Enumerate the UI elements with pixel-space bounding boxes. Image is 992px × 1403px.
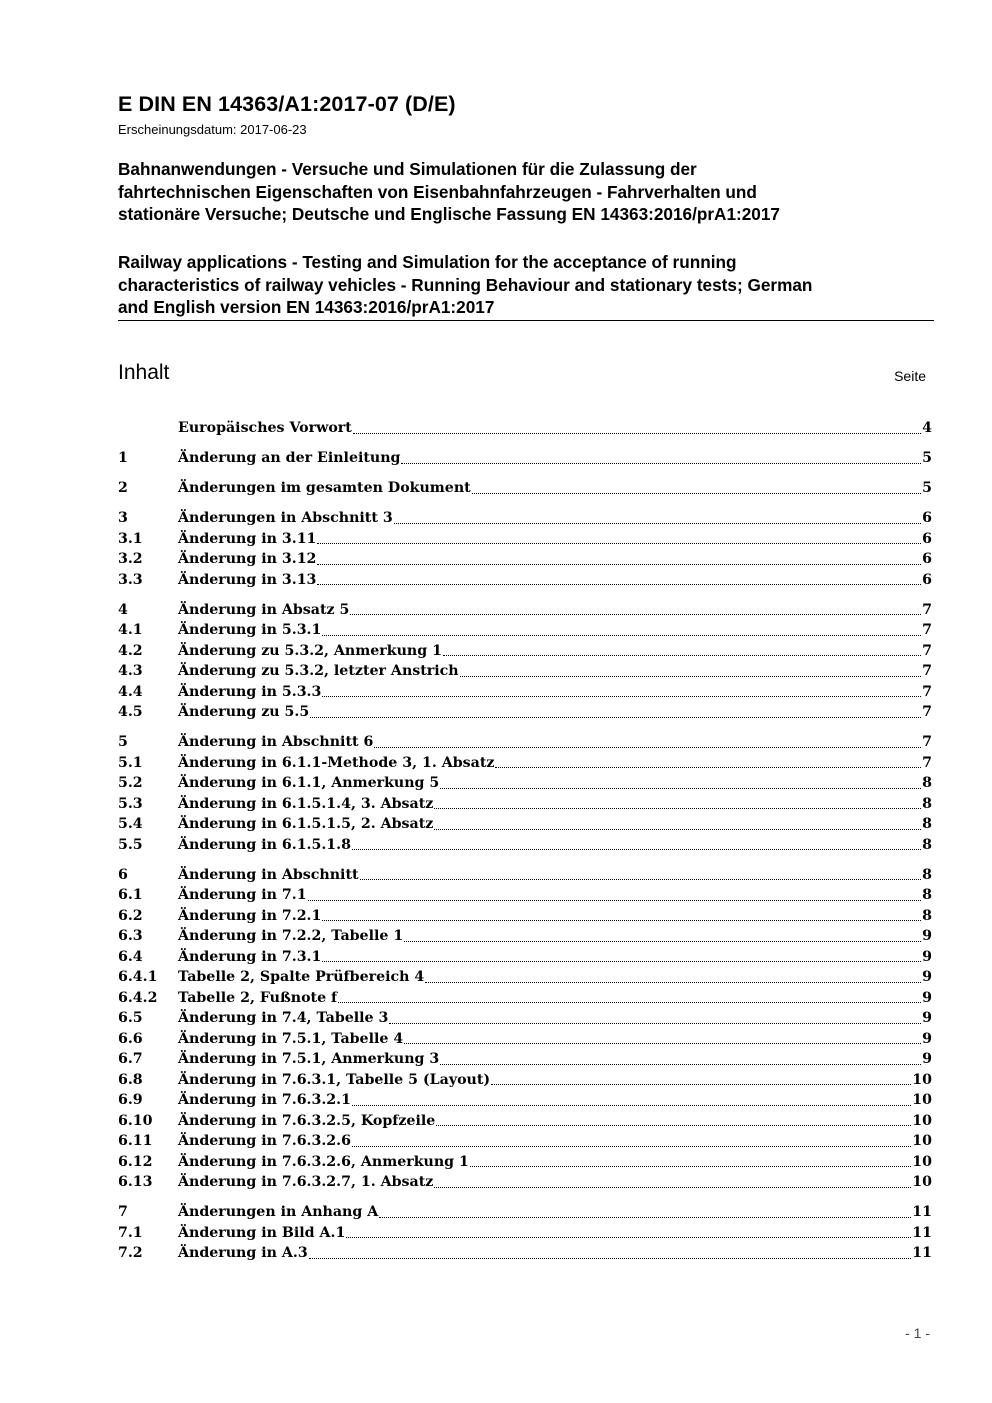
toc-entry-title: Änderung in 7.5.1, Tabelle 4 [178, 1030, 404, 1047]
toc-dot-leader [338, 1002, 921, 1003]
toc-dot-leader [389, 1023, 921, 1024]
toc-entry[interactable] [118, 641, 932, 662]
toc-entry-page: 5 [922, 480, 932, 496]
toc-entry[interactable] [118, 478, 932, 499]
toc-entry-number: 6.4.1 [118, 969, 158, 985]
toc-entry-title: Änderungen im gesamten Dokument [178, 480, 471, 496]
toc-entry[interactable] [118, 1243, 932, 1264]
toc-entry-page: 11 [912, 1224, 932, 1241]
english-title-line: characteristics of railway vehicles - Running Behaviour and stationary tests; German [118, 274, 813, 295]
toc-entry-page: 9 [922, 969, 932, 985]
toc-entry[interactable] [118, 661, 932, 682]
toc-entry[interactable] [118, 1008, 932, 1029]
toc-entry-page: 10 [912, 1133, 932, 1149]
toc-entry-title: Änderung an der Einleitung [178, 450, 401, 466]
toc-entry-page: 9 [922, 989, 932, 1006]
toc-entry-title: Änderung in 7.5.1, Anmerkung 3 [178, 1051, 440, 1067]
toc-entry[interactable] [118, 885, 932, 906]
toc-entry[interactable] [118, 967, 932, 988]
toc-entry-number: 5.4 [118, 816, 143, 832]
toc-entry-title: Änderung in 3.13 [178, 571, 317, 588]
toc-entry[interactable] [118, 988, 932, 1009]
toc-entry[interactable] [118, 570, 932, 591]
toc-entry-title: Änderung in Absatz 5 [178, 601, 350, 618]
toc-entry-page: 9 [922, 948, 932, 965]
toc-dot-leader [434, 829, 921, 830]
toc-dot-leader [374, 747, 921, 748]
toc-dot-leader [322, 696, 921, 697]
title-divider [118, 320, 934, 321]
table-of-contents [118, 418, 932, 1264]
toc-entry-page: 7 [922, 704, 932, 720]
toc-dot-leader [322, 635, 921, 636]
toc-entry-title: Änderung in 7.2.1 [178, 907, 322, 924]
toc-entry-number: 6.10 [118, 1112, 153, 1129]
toc-entry[interactable] [118, 508, 932, 529]
toc-entry[interactable] [118, 1029, 932, 1050]
toc-entry-page: 7 [922, 683, 932, 700]
toc-entry-number: 6.2 [118, 907, 143, 924]
toc-entry-page: 7 [922, 734, 932, 750]
toc-entry[interactable] [118, 1131, 932, 1152]
toc-dot-leader [394, 523, 921, 524]
toc-dot-leader [404, 1043, 921, 1044]
toc-entry[interactable] [118, 1223, 932, 1244]
toc-entry-title: Änderung in 7.6.3.2.5, Kopfzeile [178, 1112, 436, 1129]
toc-dot-leader [436, 1125, 911, 1126]
toc-dot-leader [352, 849, 921, 850]
toc-entry-page: 8 [922, 887, 932, 903]
toc-dot-leader [317, 584, 921, 585]
toc-entry[interactable] [118, 448, 932, 469]
toc-entry-title: Änderung in 7.6.3.2.7, 1. Absatz [178, 1174, 434, 1190]
toc-entry-page: 7 [922, 754, 932, 771]
toc-entry[interactable] [118, 600, 932, 621]
toc-entry-page: 7 [922, 622, 932, 638]
toc-entry-number: 5.3 [118, 795, 143, 812]
toc-entry[interactable] [118, 926, 932, 947]
toc-dot-leader [491, 1084, 911, 1085]
toc-entry-title: Änderung in 7.6.3.2.1 [178, 1092, 351, 1108]
toc-entry[interactable] [118, 732, 932, 753]
toc-entry-number: 6.9 [118, 1092, 143, 1108]
toc-entry-number: 6.1 [118, 887, 143, 903]
toc-entry-page: 11 [912, 1204, 932, 1220]
toc-entry[interactable] [118, 1111, 932, 1132]
toc-entry[interactable] [118, 753, 932, 774]
publication-date: Erscheinungsdatum: 2017-06-23 [118, 122, 307, 137]
toc-entry[interactable] [118, 835, 932, 856]
toc-entry-number: 6.4.2 [118, 989, 158, 1006]
toc-entry-number: 6.3 [118, 928, 143, 944]
toc-entry[interactable] [118, 682, 932, 703]
toc-entry-title: Änderung in Abschnitt 6 [178, 734, 374, 750]
toc-entry-title: Änderung in 7.6.3.1, Tabelle 5 (Layout) [178, 1071, 491, 1088]
toc-entry-title: Änderung in 7.3.1 [178, 948, 322, 965]
toc-entry-title: Änderung in 7.6.3.2.6, Anmerkung 1 [178, 1153, 469, 1170]
toc-entry-page: 8 [922, 836, 932, 853]
toc-entry-number: 6.4 [118, 948, 143, 965]
toc-dot-leader [352, 1105, 911, 1106]
toc-dot-leader [352, 1146, 911, 1147]
toc-entry[interactable] [118, 947, 932, 968]
toc-entry-number: 4.5 [118, 704, 143, 720]
toc-entry-title: Änderung in 5.3.1 [178, 622, 322, 638]
toc-entry-number: 6.13 [118, 1174, 153, 1190]
toc-entry-page: 8 [922, 907, 932, 924]
english-title-line: Railway applications - Testing and Simulation for the acceptance of running [118, 252, 737, 272]
toc-entry[interactable] [118, 418, 932, 439]
toc-dot-leader [440, 1064, 921, 1065]
english-title-line: and English version EN 14363:2016/prA1:2017 [118, 297, 495, 317]
toc-dot-leader [472, 493, 921, 494]
toc-entry-title: Änderung in 6.1.5.1.4, 3. Absatz [178, 795, 434, 812]
toc-entry-title: Änderung zu 5.3.2, letzter Anstrich [178, 663, 459, 679]
toc-heading: Inhalt [118, 361, 170, 384]
toc-entry-number: 2 [118, 480, 128, 496]
document-title: E DIN EN 14363/A1:2017-07 (D/E) [118, 92, 456, 116]
toc-dot-leader [310, 717, 921, 718]
toc-entry[interactable] [118, 906, 932, 927]
toc-entry-number: 4.1 [118, 622, 143, 638]
toc-entry-page: 9 [922, 928, 932, 944]
toc-entry-page: 4 [922, 420, 932, 436]
german-title-line: stationäre Versuche; Deutsche und Englische Fassung EN 14363:2016/prA1:2017 [118, 204, 780, 224]
toc-entry-title: Änderung in A.3 [178, 1245, 308, 1261]
toc-entry[interactable] [118, 1090, 932, 1111]
toc-entry-number: 5.1 [118, 754, 143, 771]
toc-dot-leader [404, 941, 921, 942]
toc-entry[interactable] [118, 1070, 932, 1091]
toc-entry-title: Änderung in Bild A.1 [178, 1224, 346, 1241]
toc-entry-page: 6 [922, 571, 932, 588]
toc-dot-leader [470, 1166, 911, 1167]
english-title [118, 251, 938, 319]
toc-entry-page: 10 [912, 1092, 932, 1108]
toc-entry-page: 7 [922, 642, 932, 659]
toc-entry-title: Änderung zu 5.5 [178, 704, 310, 720]
toc-entry[interactable] [118, 794, 932, 815]
toc-entry-title: Änderung in 6.1.1-Methode 3, 1. Absatz [178, 754, 495, 771]
toc-entry[interactable] [118, 773, 932, 794]
toc-entry-number: 7.1 [118, 1224, 143, 1241]
toc-entry-title: Änderung in 6.1.5.1.5, 2. Absatz [178, 816, 434, 832]
toc-dot-leader [317, 564, 921, 565]
toc-entry-page: 10 [912, 1153, 932, 1170]
toc-entry-number: 3.2 [118, 551, 143, 567]
toc-entry-title: Änderung in 7.1 [178, 887, 307, 903]
toc-entry-number: 7 [118, 1204, 128, 1220]
toc-entry[interactable] [118, 529, 932, 550]
toc-entry-number: 6.7 [118, 1051, 143, 1067]
toc-dot-leader [346, 1237, 911, 1238]
toc-entry[interactable] [118, 814, 932, 835]
german-title-line: fahrtechnischen Eigenschaften von Eisenbahnfahrzeugen - Fahrverhalten und [118, 181, 757, 202]
toc-entry-page: 6 [922, 530, 932, 547]
toc-entry-page: 9 [922, 1051, 932, 1067]
toc-entry-number: 3 [118, 510, 128, 526]
toc-entry-page: 6 [922, 551, 932, 567]
toc-entry[interactable] [118, 865, 932, 886]
toc-entry-page: 11 [912, 1245, 932, 1261]
toc-entry[interactable] [118, 1152, 932, 1173]
toc-entry-page: 8 [922, 816, 932, 832]
toc-entry-page: 7 [922, 663, 932, 679]
toc-entry-number: 5.2 [118, 775, 143, 791]
toc-dot-leader [350, 614, 921, 615]
toc-entry-title: Änderung in 3.12 [178, 551, 317, 567]
toc-entry-page: 10 [912, 1174, 932, 1190]
toc-entry-title: Änderung in 7.4, Tabelle 3 [178, 1010, 389, 1026]
toc-entry-number: 7.2 [118, 1245, 143, 1261]
toc-entry-number: 1 [118, 450, 128, 466]
toc-entry[interactable] [118, 702, 932, 723]
toc-entry[interactable] [118, 1049, 932, 1070]
toc-entry-number: 5 [118, 734, 128, 750]
toc-entry-title: Änderung zu 5.3.2, Anmerkung 1 [178, 642, 442, 659]
toc-entry-page: 10 [912, 1071, 932, 1088]
toc-dot-leader [440, 788, 921, 789]
toc-entry-title: Änderung in 7.2.2, Tabelle 1 [178, 928, 404, 944]
toc-entry-page: 9 [922, 1010, 932, 1026]
page-column-label: Seite [894, 368, 926, 384]
toc-dot-leader [495, 767, 921, 768]
toc-entry-title: Tabelle 2, Fußnote f [178, 989, 338, 1006]
toc-entry-title: Tabelle 2, Spalte Prüfbereich 4 [178, 969, 425, 985]
toc-entry-title: Änderung in 6.1.5.1.8 [178, 836, 351, 853]
toc-entry-number: 6.6 [118, 1030, 143, 1047]
toc-entry-page: 8 [922, 795, 932, 812]
toc-entry-number: 3.1 [118, 530, 143, 547]
german-title-line: Bahnanwendungen - Versuche und Simulationen für die Zulassung der [118, 159, 697, 179]
toc-entry[interactable] [118, 620, 932, 641]
toc-dot-leader [360, 879, 922, 880]
toc-entry-title: Änderung in 3.11 [178, 530, 317, 547]
toc-entry-title: Änderung in Abschnitt [178, 866, 359, 883]
toc-dot-leader [434, 808, 921, 809]
toc-entry-page: 7 [922, 601, 932, 618]
toc-entry-number: 4.3 [118, 663, 143, 679]
toc-entry-number: 4 [118, 601, 128, 618]
toc-dot-leader [322, 961, 921, 962]
toc-entry-number: 6.11 [118, 1133, 153, 1149]
toc-entry[interactable] [118, 1172, 932, 1193]
page-number: - 1 - [905, 1325, 930, 1341]
toc-entry-number: 4.2 [118, 642, 143, 659]
toc-dot-leader [434, 1187, 911, 1188]
toc-entry-number: 6 [118, 866, 128, 883]
toc-entry-page: 6 [922, 510, 932, 526]
toc-dot-leader [317, 543, 921, 544]
toc-entry-page: 8 [922, 775, 932, 791]
toc-dot-leader [443, 655, 921, 656]
toc-entry-number: 6.12 [118, 1153, 153, 1170]
toc-dot-leader [379, 1217, 911, 1218]
toc-dot-leader [401, 463, 921, 464]
toc-dot-leader [353, 433, 921, 434]
toc-entry-page: 10 [912, 1112, 932, 1129]
toc-entry[interactable] [118, 549, 932, 570]
toc-entry-number: 4.4 [118, 683, 143, 700]
toc-dot-leader [322, 920, 921, 921]
toc-dot-leader [308, 900, 922, 901]
toc-entry[interactable] [118, 1202, 932, 1223]
toc-entry-page: 5 [922, 450, 932, 466]
toc-entry-page: 9 [922, 1030, 932, 1047]
german-title [118, 158, 938, 226]
toc-entry-number: 6.8 [118, 1071, 143, 1088]
toc-entry-title: Änderungen in Abschnitt 3 [178, 510, 393, 526]
toc-entry-title: Änderung in 7.6.3.2.6 [178, 1133, 351, 1149]
toc-entry-title: Änderung in 6.1.1, Anmerkung 5 [178, 775, 440, 791]
toc-dot-leader [309, 1258, 912, 1259]
toc-entry-title: Änderung in 5.3.3 [178, 683, 322, 700]
toc-entry-title: Europäisches Vorwort [178, 420, 352, 436]
toc-entry-number: 3.3 [118, 571, 143, 588]
toc-entry-number: 6.5 [118, 1010, 143, 1026]
toc-entry-number: 5.5 [118, 836, 143, 853]
toc-entry-title: Änderungen in Anhang A [178, 1204, 379, 1220]
toc-dot-leader [425, 982, 921, 983]
toc-entry-page: 8 [922, 866, 932, 883]
toc-dot-leader [460, 676, 922, 677]
